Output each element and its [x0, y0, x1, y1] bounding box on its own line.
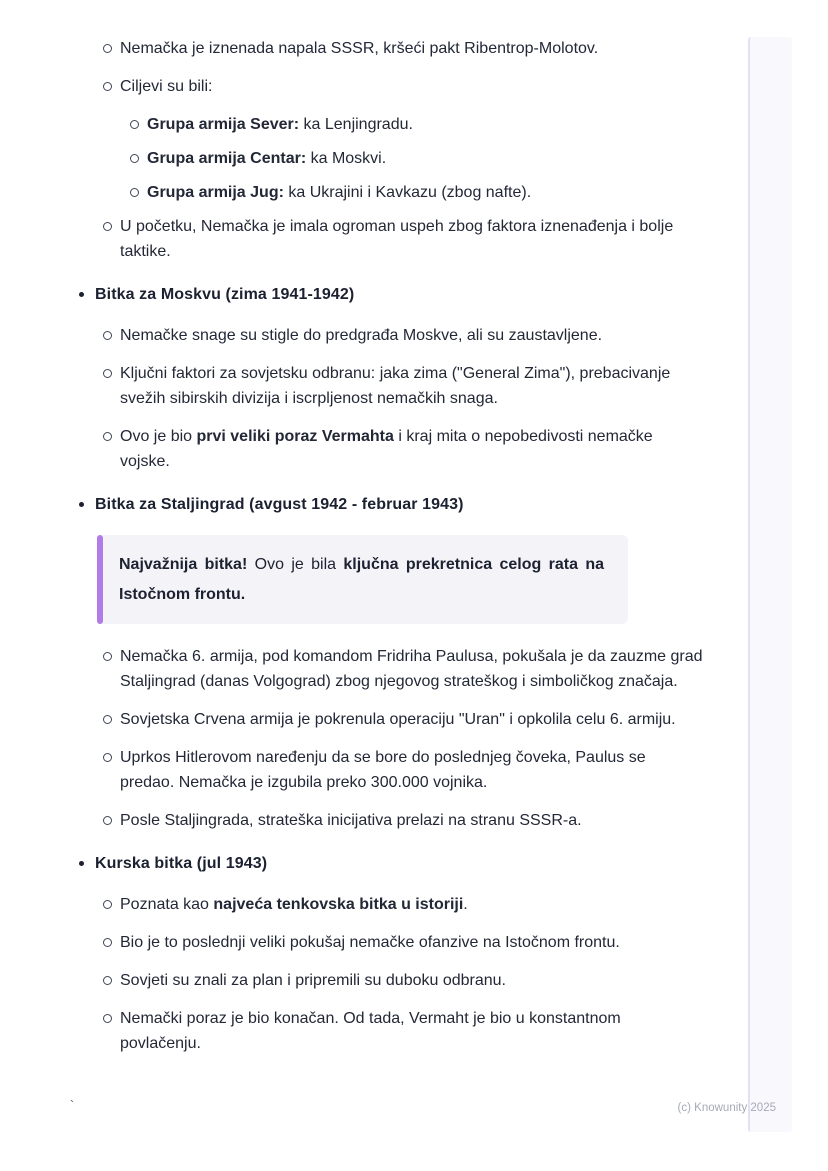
adjacent-page-edge: [748, 37, 792, 1132]
list-item: [103, 707, 703, 732]
list-item-text: Grupa armija Jug:: [147, 184, 284, 201]
list-item-text: ka Lenjingradu.: [299, 116, 413, 133]
list-item-text: ključna prekretnica celog rata na Istočnom frontu.: [119, 556, 605, 603]
list-item-text: U početku, Nemačka je imala ogroman uspeh zbog faktora iznenađenja i bolje taktike.: [120, 218, 674, 260]
list-item-text: Nemački poraz je bio konačan. Od tada, Vermaht je bio u konstantnom povlačenju.: [120, 1010, 621, 1052]
list-item-text: Nemačka je iznenada napala SSSR, kršeći pakt Ribentrop-Molotov.: [120, 40, 599, 57]
list-item-text: i kraj mita o nepobedivosti nemačke vojske.: [120, 428, 653, 470]
list-item-text: Bitka za Staljingrad (avgust 1942 - februar 1943): [95, 496, 464, 513]
list-item-text: ka Ukrajini i Kavkazu (zbog nafte).: [283, 184, 532, 201]
copyright-text: (c) Knowunity 2025: [677, 1102, 776, 1114]
list-item-text: najveća tenkovska bitka u istoriji: [213, 896, 464, 913]
list-item: [103, 1006, 703, 1056]
list-item-text: Grupa armija Centar:: [147, 150, 307, 167]
list-item: [103, 74, 703, 99]
list-item: [103, 930, 703, 955]
list-item: [103, 745, 703, 795]
list-item-text: prvi veliki poraz Vermahta: [196, 428, 394, 445]
list-item: [78, 851, 726, 876]
list-item-text: Grupa armija Sever:: [147, 116, 300, 133]
list-item: [103, 424, 703, 474]
list-item-text: Poznata kao: [120, 896, 214, 913]
list-item: [103, 808, 703, 833]
list-item-text: Sovjetska Crvena armija je pokrenula operaciju "Uran" i opkolila celu 6. armiju.: [120, 711, 676, 728]
list-item-text: Bitka za Moskvu (zima 1941-1942): [95, 286, 355, 303]
list-item: [103, 968, 703, 993]
list-item-text: ka Moskvi.: [306, 150, 387, 167]
content-list: [78, 36, 726, 1069]
list-item: [103, 36, 703, 61]
list-item: [103, 644, 703, 694]
list-item-text: Uprkos Hitlerovom naređenju da se bore do poslednjeg čoveka, Paulus se predao. Nemačka je izgubila preko 300.000 vojnika.: [120, 749, 646, 791]
list-item: [130, 180, 703, 205]
list-item: [78, 282, 726, 307]
footer-tick: `: [70, 1098, 74, 1112]
list-item: [78, 492, 726, 517]
list-item-text: .: [463, 896, 468, 913]
list-item-text: Sovjeti su znali za plan i pripremili su duboku odbranu.: [120, 972, 506, 989]
list-item-text: Bio je to poslednji veliki pokušaj nemačke ofanzive na Istočnom frontu.: [120, 934, 620, 951]
list-item-text: Ovo je bila: [247, 556, 344, 573]
list-item: [103, 323, 703, 348]
list-item-text: Najvažnija bitka!: [119, 556, 248, 573]
list-item: [130, 112, 703, 137]
list-item-text: Ključni faktori za sovjetsku odbranu: jaka zima ("General Zima"), prebacivanje svežih sibirskih divizija i iscrpljenost nemačkih snaga.: [120, 365, 671, 407]
list-item-text: Posle Staljingrada, strateška inicijativa prelazi na stranu SSSR-a.: [120, 812, 582, 829]
list-item-text: Ciljevi su bili:: [120, 78, 213, 95]
list-item: [130, 146, 703, 171]
list-item-text: Ovo je bio: [120, 428, 197, 445]
list-item: [103, 892, 703, 917]
list-item-text: Nemačka 6. armija, pod komandom Fridriha Paulusa, pokušala je da zauzme grad Staljingrad (danas Volgograd) zbog njegovog strateškog i simboličkog značaja.: [120, 648, 703, 690]
list-item-text: Nemačke snage su stigle do predgrađa Moskve, ali su zaustavljene.: [120, 327, 603, 344]
callout-box: [97, 535, 628, 624]
list-item: [103, 361, 703, 411]
list-item: [103, 214, 703, 264]
list-item-text: Kurska bitka (jul 1943): [95, 855, 268, 872]
